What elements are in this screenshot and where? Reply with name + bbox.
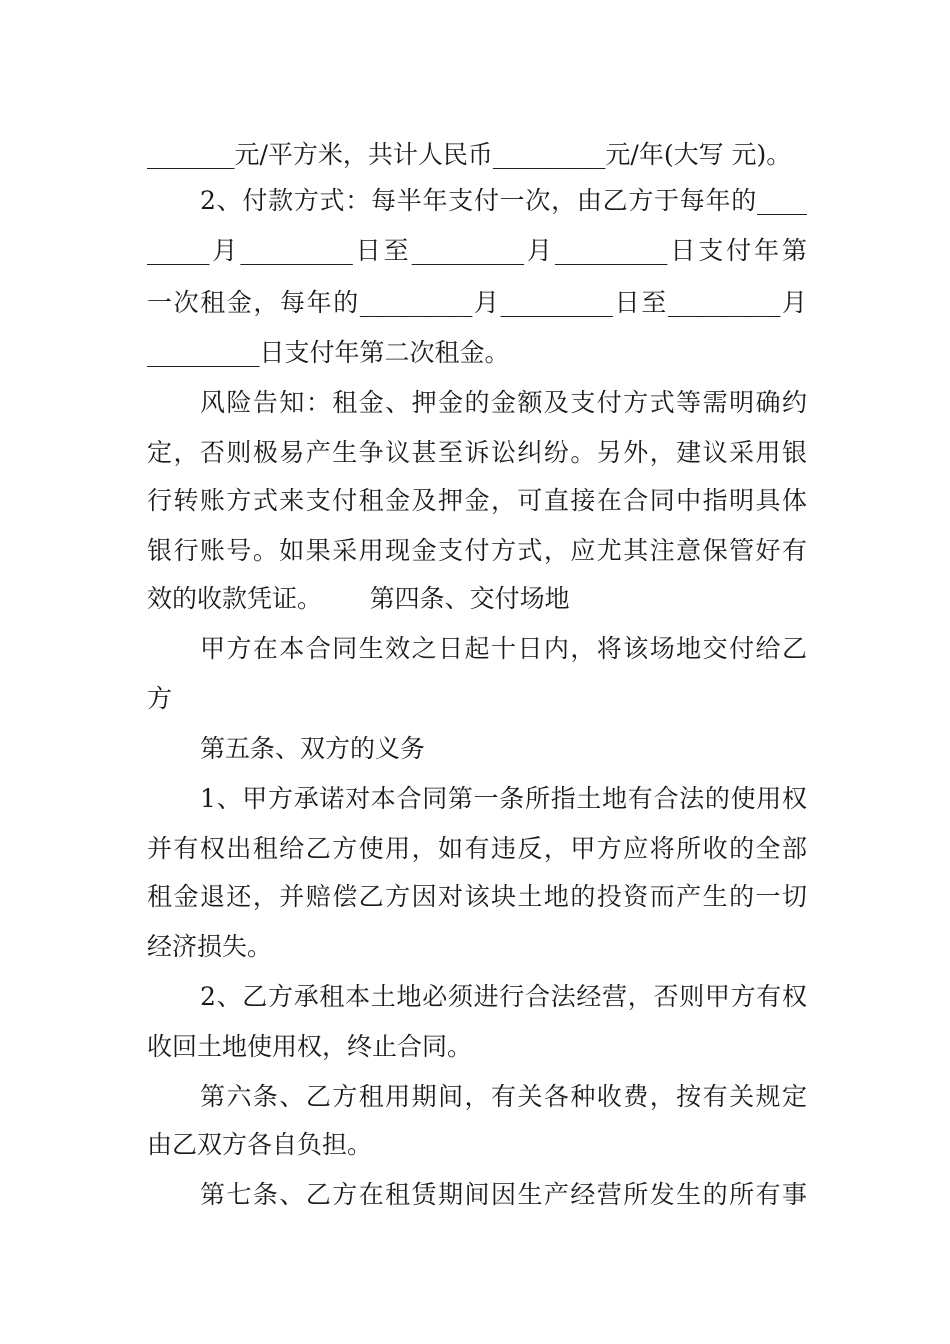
text-line: 并有权出租给乙方使用，如有违反，甲方应将所收的全部 (147, 834, 807, 863)
text-line: 定，否则极易产生争议甚至诉讼纠纷。另外，建议采用银 (147, 438, 807, 467)
text-line: 收回土地使用权，终止合同。 (147, 1032, 473, 1061)
text-line: 甲方在本合同生效之日起十日内，将该场地交付给乙 (200, 634, 807, 663)
text-line: _____月_________日至_________月_________日支付年第 (147, 236, 807, 265)
text-line: 1、甲方承诺对本合同第一条所指土地有合法的使用权 (200, 784, 807, 813)
text-line: _________日支付年第二次租金。 (147, 338, 510, 367)
text-line: 租金退还，并赔偿乙方因对该块土地的投资而产生的一切 (147, 882, 807, 911)
text-line: 经济损失。 (147, 932, 273, 961)
text-line: 效的收款凭证。 第四条、交付场地 (147, 584, 570, 613)
text-line: 第七条、乙方在租赁期间因生产经营所发生的所有事 (200, 1180, 807, 1209)
text-line: _______元/平方米，共计人民币_________元/年(大写 元)。 (147, 140, 792, 169)
text-line: 风险告知：租金、押金的金额及支付方式等需明确约 (200, 388, 807, 417)
text-line: 2、付款方式：每半年支付一次，由乙方于每年的____ (200, 186, 807, 215)
text-line: 方 (147, 684, 173, 713)
text-line: 银行账号。如果采用现金支付方式，应尤其注意保管好有 (147, 536, 807, 565)
text-line: 行转账方式来支付租金及押金，可直接在合同中指明具体 (147, 486, 807, 515)
text-line: 由乙双方各自负担。 (147, 1130, 373, 1159)
text-line: 一次租金，每年的_________月_________日至_________月 (147, 288, 807, 317)
text-line: 第六条、乙方租用期间，有关各种收费，按有关规定 (200, 1082, 807, 1111)
text-line: 2、乙方承租本土地必须进行合法经营，否则甲方有权 (200, 982, 807, 1011)
section-heading: 第五条、双方的义务 (200, 734, 426, 763)
